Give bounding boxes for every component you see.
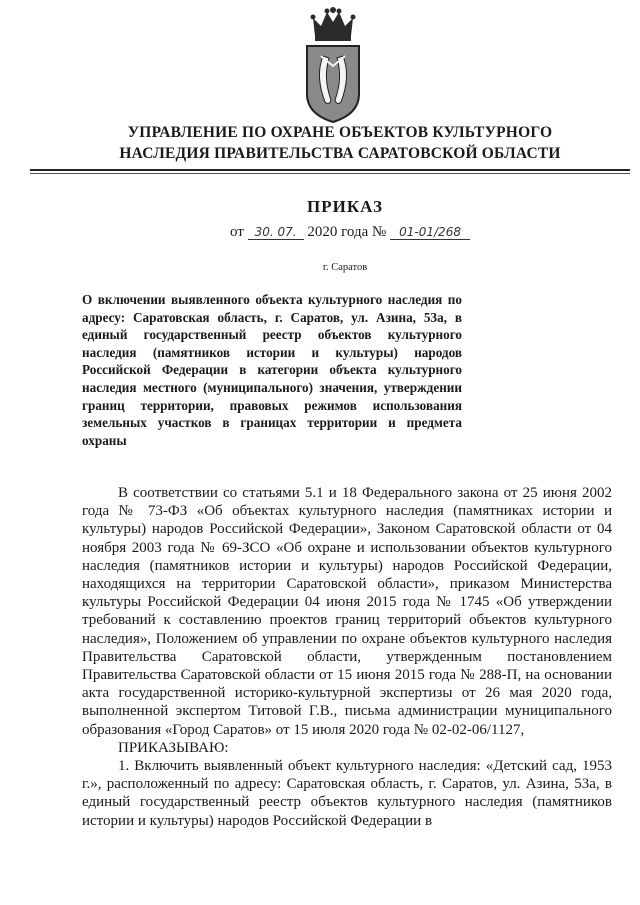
order-subject: О включении выявленного объекта культурного наследия по адресу: Саратовская область, г. Саратов, ул. Азина, 53а, в единый государственный реестр объектов культурного наследия (памятников истории и культуры) народов Российской Федерации в категории объекта культурного наследия местного (муниципального) значения, утверждении границ территории, правовых режимов использования земельных участков в границах территории и предмета охраны [82, 292, 462, 448]
document-title: ПРИКАЗ [307, 197, 383, 216]
header-divider [30, 169, 630, 171]
order-item-1: 1. Включить выявленный объект культурного наследия: «Детский сад, 1953 г.», расположенный по адресу: Саратовская область, г. Саратов, ул. Азина, 53а, в единый государственный реестр объектов культурного наследия (памятников истории и культуры) народов Российской Федерации в [82, 758, 612, 829]
document-body [82, 484, 612, 830]
year-text: 2020 года № [307, 224, 387, 240]
date-prefix: от [230, 224, 244, 240]
handwritten-order-number: 01-01/268 [390, 225, 470, 240]
city-name: г. Саратов [322, 262, 368, 273]
saratov-coat-of-arms-icon [301, 6, 365, 124]
order-date-number-line [230, 224, 470, 241]
preamble-paragraph: В соответствии со статьями 5.1 и 18 Федерального закона от 25 июня 2002 года № 73-ФЗ «Об объектах культурного наследия (памятниках истории и культуры) народов Российской Федерации», Законом Саратовской области от 04 ноября 2003 года № 69-ЗСО «Об охране и использовании объектов культурного наследия (памятников истории и культуры) народов Российской Федерации, находящихся на территории Саратовской области», приказом Министерства культуры Российской Федерации 04 июня 2015 года № 1745 «Об утверждении требований к составлению проектов границ территорий объектов культурного наследия», Положением об управлении по охране объектов культурного наследия Правительства Саратовской области, утвержденным постановлением Правительства Саратовской области от 15 июня 2015 года № 288-П, на основании акта государственной историко-культурной экспертизы от 26 мая 2020 года, выполненной экспертом Титовой Г.В., письма администрации муниципального образования «Город Саратов» от 15 июля 2020 года № 02-02-06/1127, [82, 485, 612, 738]
handwritten-date: 30. 07. [248, 225, 304, 240]
order-keyword: ПРИКАЗЫВАЮ: [118, 739, 229, 756]
organization-name-line2: НАСЛЕДИЯ ПРАВИТЕЛЬСТВА САРАТОВСКОЙ ОБЛАСТИ [119, 145, 561, 162]
header-divider-thin [30, 173, 630, 174]
organization-name-line1: УПРАВЛЕНИЕ ПО ОХРАНЕ ОБЪЕКТОВ КУЛЬТУРНОГО [127, 124, 553, 141]
